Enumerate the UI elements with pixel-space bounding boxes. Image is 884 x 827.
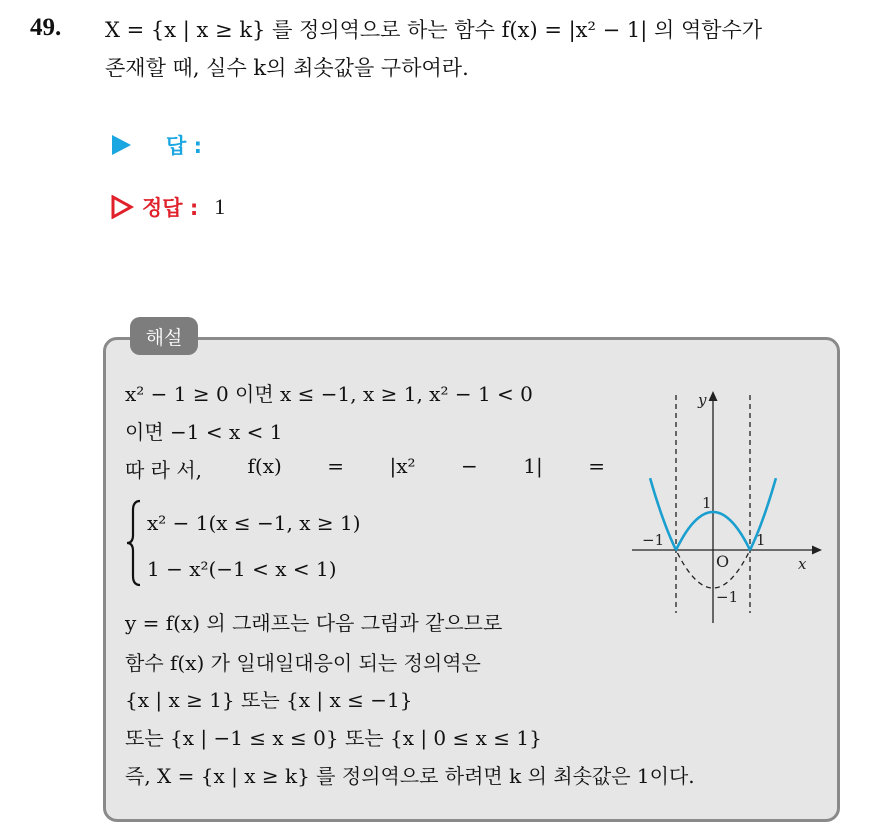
solution-line-4: y = f(x) 의 그래프는 다음 그림과 같으므로 xyxy=(125,611,503,635)
x-axis-label: x xyxy=(798,555,807,573)
y-axis-arrow xyxy=(709,391,718,401)
solution-tab: 해설 xyxy=(130,317,198,355)
tick-label-y-neg-1: −1 xyxy=(716,588,739,606)
line3-part: − xyxy=(461,454,478,478)
y-axis-label: y xyxy=(698,391,707,409)
tick-label-x-1: 1 xyxy=(756,531,766,549)
solution-line-1: x² − 1 ≥ 0 이면 x ≤ −1, x ≥ 1, x² − 1 < 0 xyxy=(125,382,533,406)
line3-part: |x² xyxy=(389,454,416,478)
answer-blank-row xyxy=(110,130,202,160)
answer-correct-row xyxy=(110,192,225,222)
solution-line-8: 즉, X = {x | x ≥ k} 를 정의역으로 하려면 k 의 최솟값은 1이다. xyxy=(125,764,695,788)
question-text-line-2: 존재할 때, 실수 k의 최솟값을 구하여라. xyxy=(105,56,469,80)
line3-part: 따 라 서, xyxy=(125,458,203,482)
solution-case-2: 1 − x²(−1 < x < 1) xyxy=(147,557,337,581)
solution-line-2: 이면 −1 < x < 1 xyxy=(125,420,283,444)
solution-case-1: x² − 1(x ≤ −1, x ≥ 1) xyxy=(147,511,361,535)
answer-correct-label: 정답 : xyxy=(142,196,199,220)
question-number: 49. xyxy=(30,14,62,41)
outline-play-icon xyxy=(110,195,134,219)
function-graph xyxy=(628,383,828,628)
line3-part: 1| xyxy=(523,454,543,478)
solution-line-7: 또는 {x | −1 ≤ x ≤ 0} 또는 {x | 0 ≤ x ≤ 1} xyxy=(125,726,542,750)
cases-brace xyxy=(124,498,144,588)
origin-label: O xyxy=(716,552,730,571)
solution-line-6: {x | x ≥ 1} 또는 {x | x ≤ −1} xyxy=(125,688,413,712)
play-icon xyxy=(110,134,132,156)
tick-label-y-1: 1 xyxy=(702,494,712,512)
question-text-line-1: X = {x | x ≥ k} 를 정의역으로 하는 함수 f(x) = |x² − 1| 의 역함수가 xyxy=(105,18,763,42)
line3-part: = xyxy=(327,454,345,478)
answer-correct-value: 1 xyxy=(214,194,226,219)
solution-line-5: 함수 f(x) 가 일대일대응이 되는 정의역은 xyxy=(125,651,481,675)
tick-label-x-neg-1: −1 xyxy=(642,531,665,549)
x-axis-arrow xyxy=(812,546,822,555)
line3-part: f(x) xyxy=(247,454,282,478)
line3-part: = xyxy=(588,454,605,478)
answer-blank-label: 답 : xyxy=(166,134,202,158)
solution-line-3 xyxy=(125,454,605,483)
